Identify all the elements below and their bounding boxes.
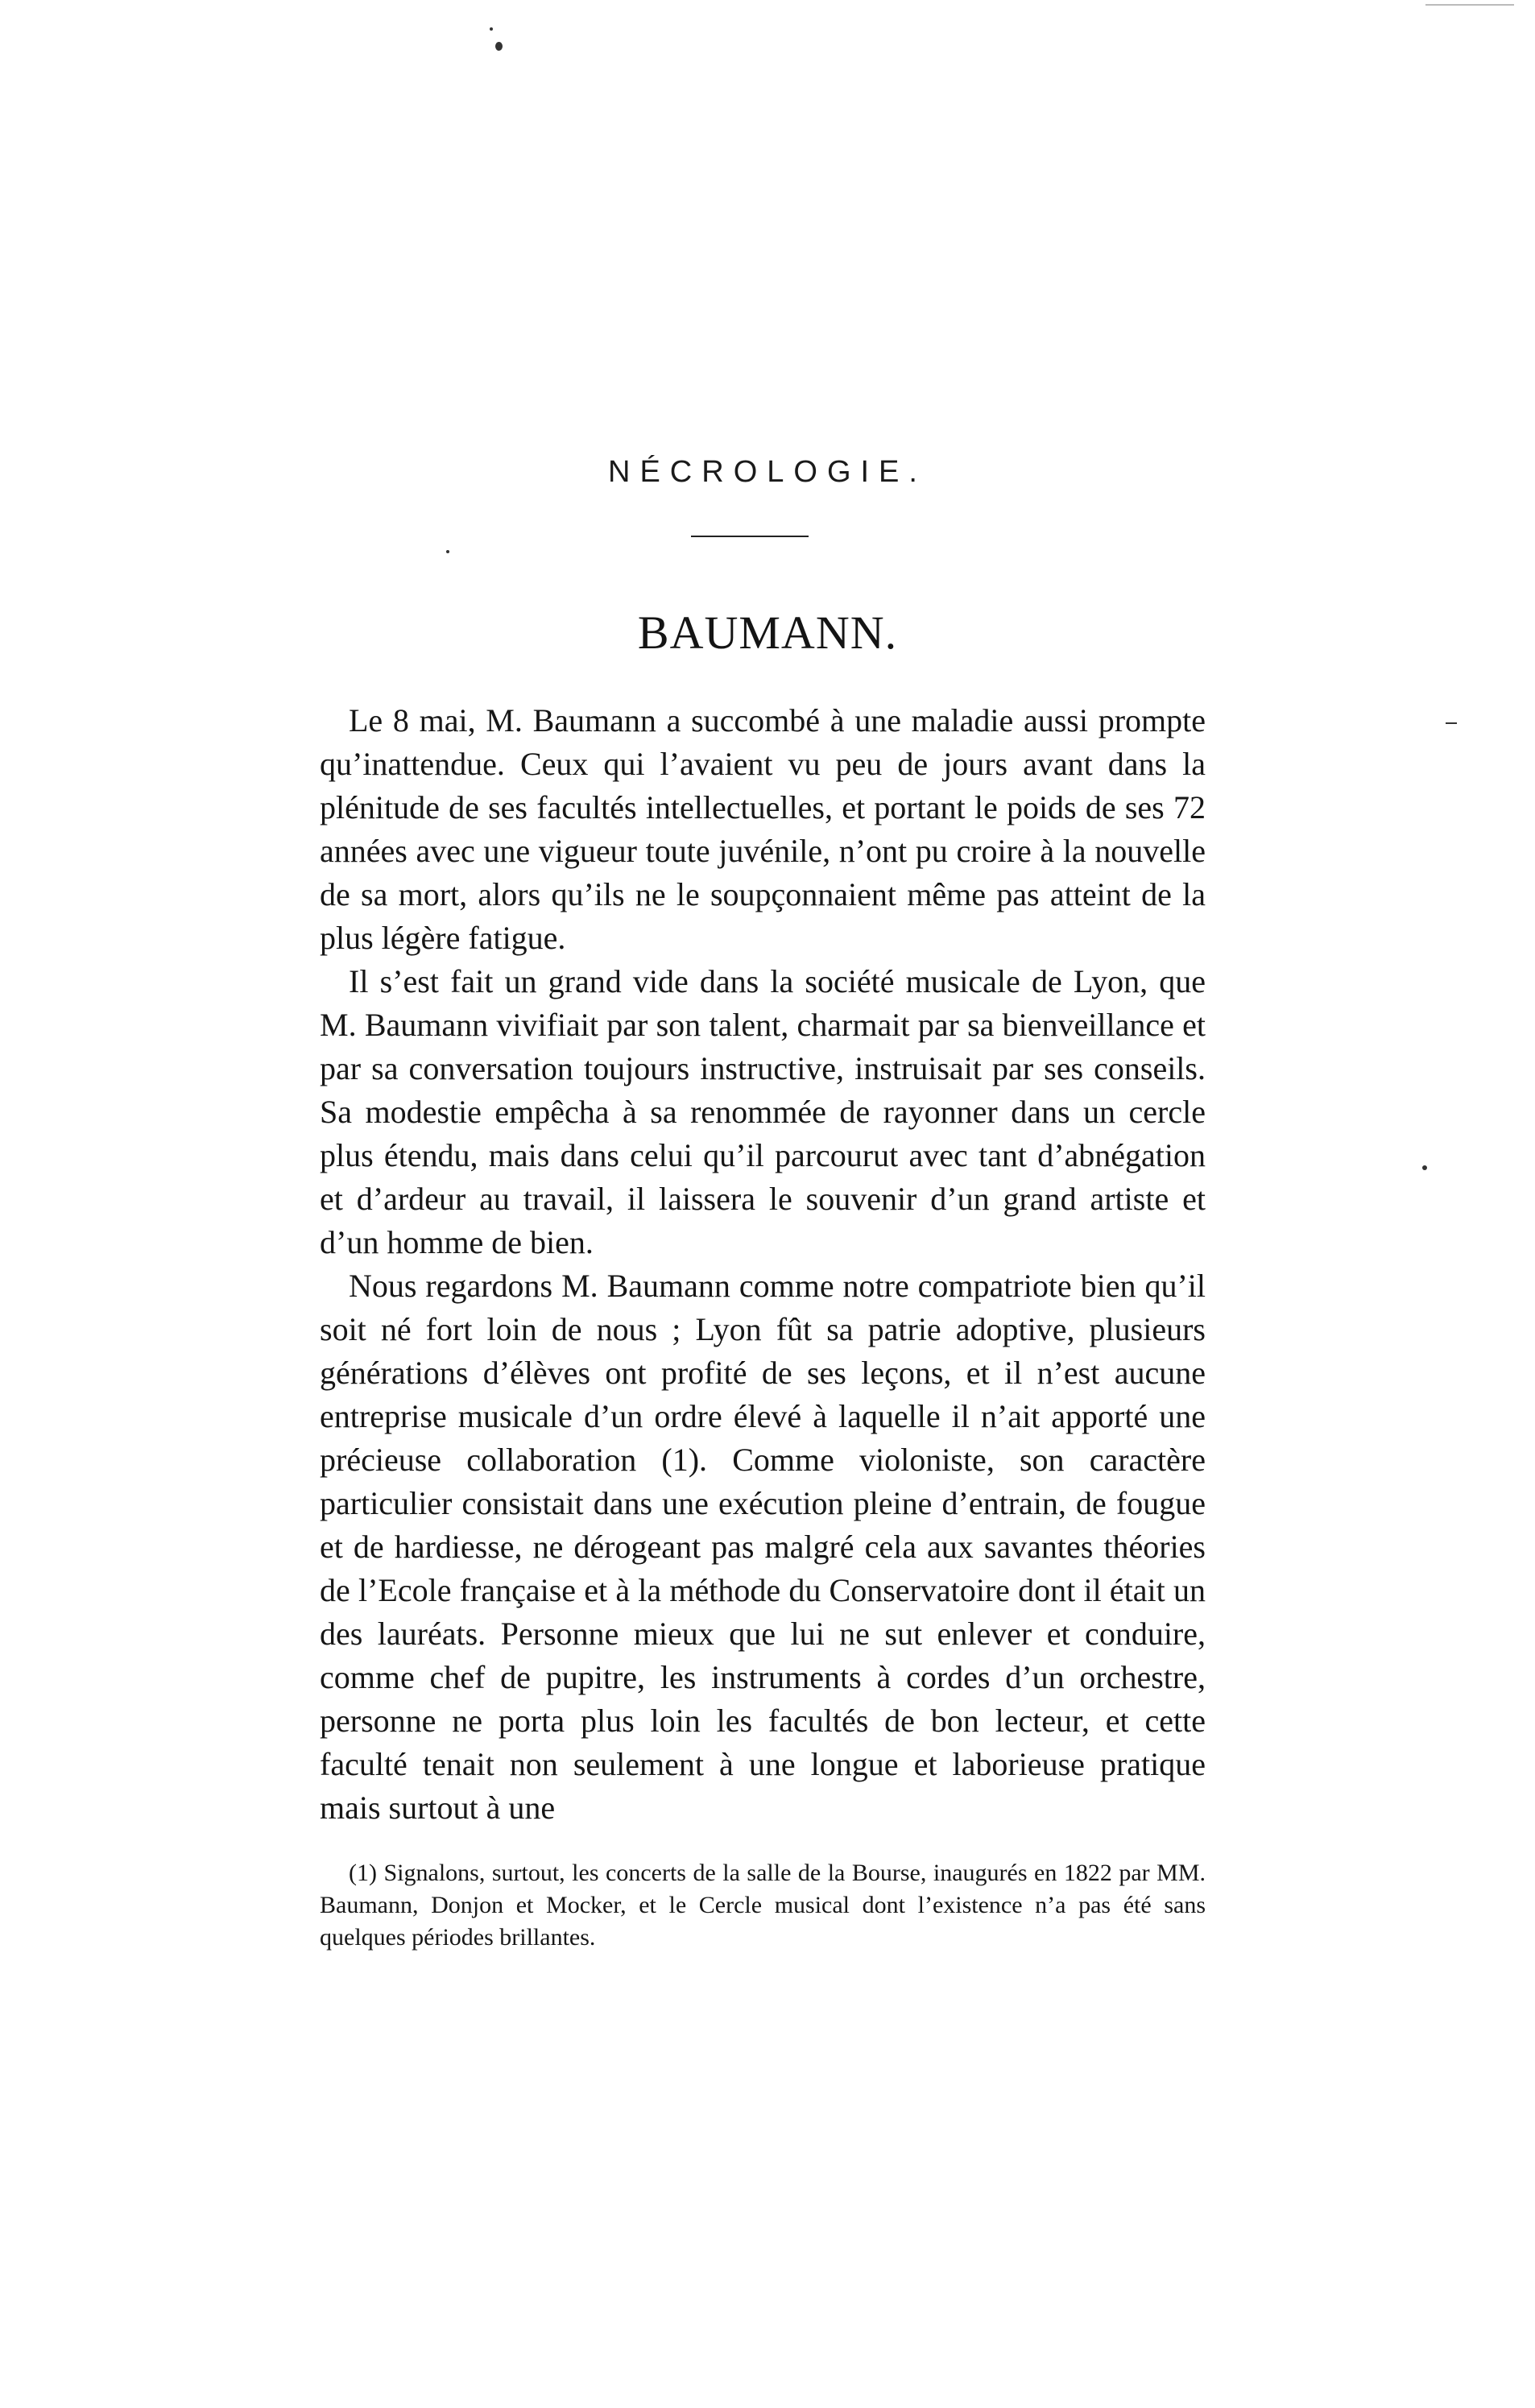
scan-speck <box>1425 4 1514 6</box>
scan-speck <box>1446 722 1457 724</box>
article-title: BAUMANN. <box>637 606 898 659</box>
paragraph: Il s’est fait un grand vide dans la société musicale de Lyon, que M. Baumann vivifiait par son talent, charmait par sa bienveillance et par sa conversation toujours instructive, instruisait par ses conseils. Sa modestie empêcha à sa renommée de rayonner dans un cercle plus étendu, mais dans celui qu’il parcourut avec tant d’abnégation et d’ardeur au travail, il laissera le souvenir d’un grand artiste et d’un homme de bien. <box>320 963 1206 1260</box>
title-rule <box>691 536 809 537</box>
scan-speck <box>490 27 493 31</box>
article-body <box>320 699 1206 1830</box>
scan-speck <box>1422 1165 1427 1170</box>
scan-speck <box>446 550 449 553</box>
footnote: (1) Signalons, surtout, les concerts de la salle de la Bourse, inaugurés en 1822 par MM. Baumann, Donjon et Mocker, et le Cercle musical dont l’existence n’a pas été sans quelques périodes brillantes. <box>320 1860 1206 1951</box>
paragraph: Nous regardons M. Baumann comme notre compatriote bien qu’il soit né fort loin de nous ; Lyon fût sa patrie adoptive, plusieurs générations d’élèves ont profité de ses leçons, et il n’est aucune entreprise musicale d’un ordre élevé à laquelle il n’ait apporté une précieuse collaboration (1). Comme violoniste, son caractère particulier consistait dans une exécution pleine d’entrain, de fougue et de hardiesse, ne dérogeant pas malgré cela aux savantes théories de l’Ecole française et à la méthode du Conservatoire dont il était un des lauréats. Personne mieux que lui ne sut enlever et conduire, comme chef de pupitre, les instruments à cordes d’un orchestre, personne ne porta plus loin les facultés de bon lecteur, et cette faculté tenait non seulement à une longue et laborieuse pratique mais surtout à une <box>320 1268 1206 1826</box>
scan-speck <box>495 42 503 51</box>
paragraph: Le 8 mai, M. Baumann a succombé à une maladie aussi prompte qu’inattendue. Ceux qui l’avaient vu peu de jours avant dans la plénitude de ses facultés intellectuelles, et portant le poids de ses 72 années avec une vigueur toute juvénile, n’ont pu croire à la nouvelle de sa mort, alors qu’ils ne le soupçonnaient même pas atteint de la plus légère fatigue. <box>320 702 1206 956</box>
section-heading: NÉCROLOGIE. <box>608 455 927 489</box>
footnotes <box>320 1857 1206 1954</box>
